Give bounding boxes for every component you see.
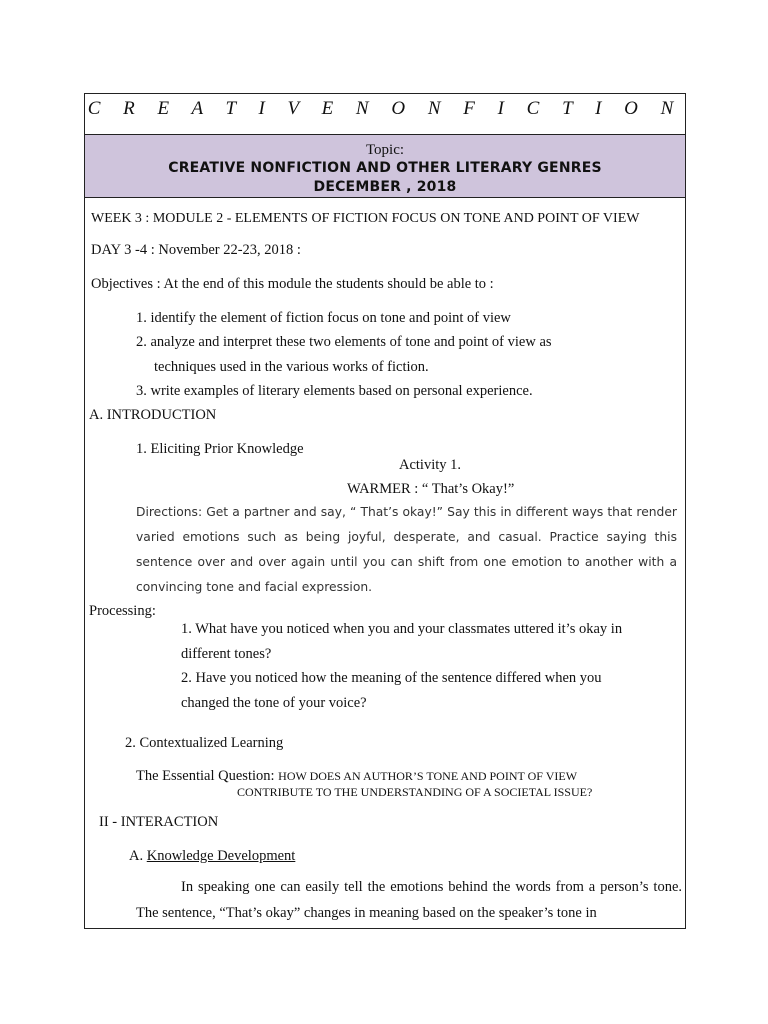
section-interaction: II - INTERACTION bbox=[99, 814, 219, 830]
knowledge-title: Knowledge Development bbox=[146, 848, 296, 864]
topic-date: DECEMBER , 2018 bbox=[313, 179, 457, 195]
section-introduction: A. INTRODUCTION bbox=[89, 407, 217, 423]
knowledge-prefix: A. bbox=[129, 848, 144, 864]
objective-item: 2. analyze and interpret these two elements of tone and point of view as bbox=[136, 334, 552, 350]
page-title: C R E A T I V E N O N F I C T I O N bbox=[85, 94, 685, 135]
objectives-intro: Objectives : At the end of this module the students should be able to : bbox=[91, 276, 494, 292]
essential-question-line2: CONTRIBUTE TO THE UNDERSTANDING OF A SOCIETAL ISSUE? bbox=[237, 785, 593, 799]
objective-item: 1. identify the element of fiction focus on tone and point of view bbox=[136, 310, 511, 326]
day-line: DAY 3 -4 : November 22-23, 2018 : bbox=[91, 242, 301, 258]
topic-title: CREATIVE NONFICTION AND OTHER LITERARY GENRES bbox=[168, 160, 602, 176]
processing-item: changed the tone of your voice? bbox=[181, 695, 367, 711]
processing-item: 1. What have you noticed when you and your classmates uttered it’s okay in bbox=[181, 621, 623, 637]
essential-label: The Essential Question: bbox=[136, 768, 275, 784]
topic-banner bbox=[85, 135, 685, 198]
eliciting-heading: 1. Eliciting Prior Knowledge bbox=[136, 441, 304, 457]
objective-item: 3. write examples of literary elements based on personal experience. bbox=[136, 383, 533, 399]
contextualized-heading: 2. Contextualized Learning bbox=[125, 735, 284, 751]
activity-title: Activity 1. bbox=[399, 457, 462, 473]
processing-item: different tones? bbox=[181, 646, 272, 662]
processing-label: Processing: bbox=[89, 603, 156, 619]
processing-item: 2. Have you noticed how the meaning of the sentence differed when you bbox=[181, 670, 602, 686]
warmer-title: WARMER : “ That’s Okay!” bbox=[347, 481, 515, 497]
objective-item: techniques used in the various works of fiction. bbox=[154, 359, 429, 375]
topic-label: Topic: bbox=[365, 142, 405, 158]
knowledge-heading bbox=[129, 846, 295, 866]
directions-paragraph: Directions: Get a partner and say, “ That’s okay!” Say this in different ways that render varied emotions such as being joyful, desperate, and casual. Practice saying this sentence over and over again until you can shift from one emotion to another with a convincing tone and facial expression. bbox=[136, 505, 677, 594]
knowledge-paragraph: In speaking one can easily tell the emotions behind the words from a person’s tone. The sentence, “That’s okay” changes in meaning based on the speaker’s tone in bbox=[136, 879, 682, 921]
module-frame bbox=[84, 93, 686, 929]
essential-question-line1: HOW DOES AN AUTHOR’S TONE AND POINT OF VIEW bbox=[278, 769, 578, 783]
week-line: WEEK 3 : MODULE 2 - ELEMENTS OF FICTION FOCUS ON TONE AND POINT OF VIEW bbox=[91, 211, 640, 226]
